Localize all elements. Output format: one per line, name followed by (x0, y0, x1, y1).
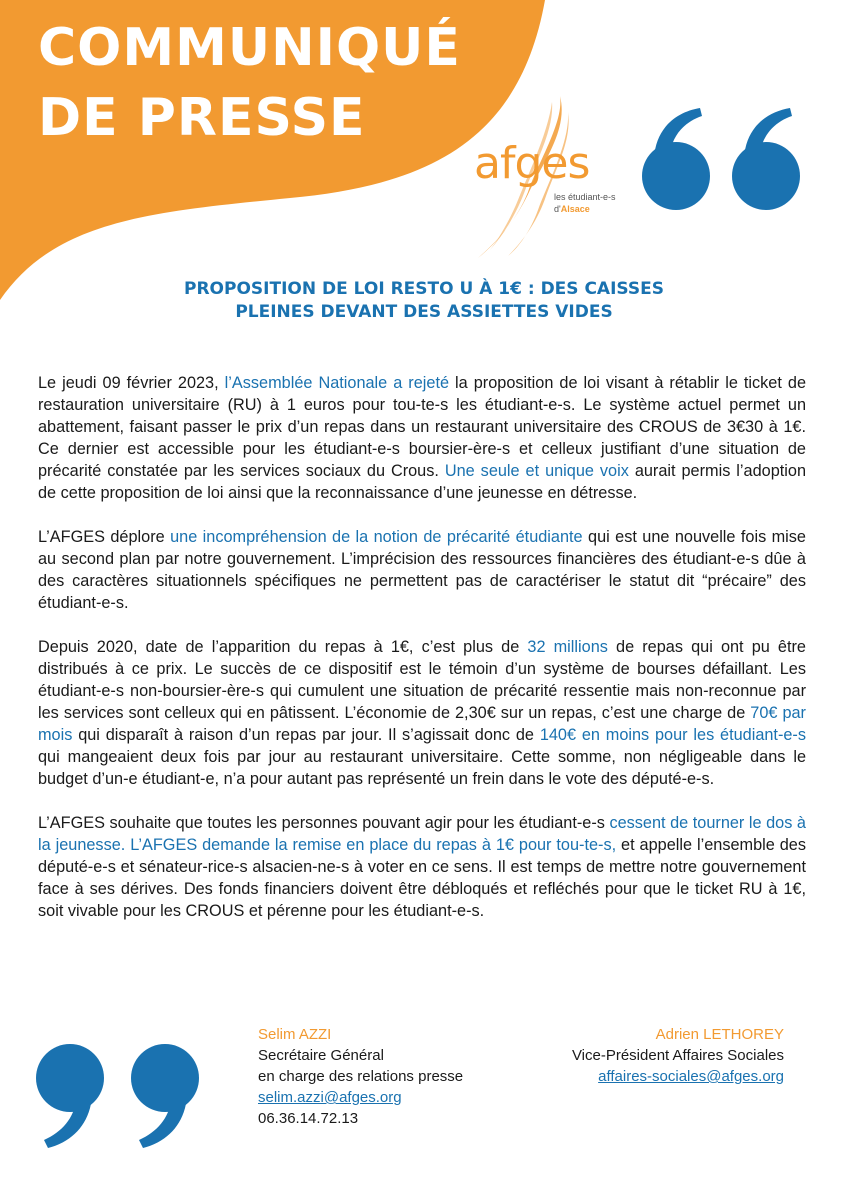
quote-open-icon (636, 108, 816, 218)
signature-left-role2: en charge des relations presse (258, 1068, 464, 1085)
headline-line1: PROPOSITION DE LOI RESTO U À 1€ : DES CAISSES (184, 279, 664, 299)
paragraph-3: Depuis 2020, date de l’apparition du repas à 1€, c’est plus de 32 millions de repas qui ont pu être distribués à ce prix. Le succès de ce dispositif est le témoin d’un système de bourses défaillant. Les étudiant-e-s non-boursier-ère-s qui cumulent une situation de précarité ressentie mais non-reconnue par les services sont celleux qui en pâtissent. L’économie de 2,30€ sur un repas, c’est une charge de 70€ par mois qui disparaît à raison d’un repas par jour. Il s’agissait donc de 140€ en moins pour les étudiant-e-s qui mangeaient deux fois par jour au restaurant universitaire. Cette somme, non négligeable dans le budget d’un-e étudiant-e, n’a pour autant pas représenté un frein dans le vote des député-e-s. (38, 638, 806, 788)
signature-left-phone: 06.36.14.72.13 (258, 1110, 359, 1127)
press-release-title-line1: COMMUNIQUÉ (38, 18, 461, 78)
quote-close-icon (30, 1040, 220, 1150)
paragraph-4: L’AFGES souhaite que toutes les personnes pouvant agir pour les étudiant-e-s cessent de tourner le dos à la jeunesse. L’AFGES demande la remise en place du repas à 1€ pour tou-te-s, et appelle l’ensemble des député-e-s et sénateur-rice-s alsacien-ne-s à voter en ce sens. Il est temps de mettre notre gouvernement face à ses dérives. Des fonds financiers doivent être débloqués et refléchés pour que le ticket RU à 1€, soit vivable pour les CROUS et pérenne pour les étudiant-e-s. (38, 814, 806, 920)
signature-right-role: Vice-Président Affaires Sociales (571, 1047, 784, 1064)
afges-logo-subtitle: les étudiant-e-s (554, 192, 616, 202)
signature-right-name: Adrien LETHOREY (655, 1026, 784, 1043)
signature-right (572, 1024, 784, 1087)
signature-left-email-link[interactable]: selim.azzi@afges.org (258, 1089, 402, 1106)
headline (60, 278, 788, 324)
signature-left (258, 1024, 463, 1129)
afges-logo-wordmark: afges (474, 138, 590, 189)
paragraph-2: L’AFGES déplore une incompréhension de la notion de précarité étudiante qui est une nouvelle fois mise au second plan par notre gouvernement. L’imprécision des ressources financières des étudiant-e-s dûe à des caractères situationnels spécifiques ne permettent pas de caractériser le statut dit “précaire” des étudiant-e-s. (38, 528, 806, 612)
press-release-title-line2: DE PRESSE (38, 88, 366, 148)
paragraph-1: Le jeudi 09 février 2023, l’Assemblée Nationale a rejeté la proposition de loi visant à rétablir le ticket de restauration universitaire (RU) à 1 euros pour tou-te-s les étudiant-e-s. Le système actuel permet un abattement, faisant passer le prix d’un repas dans un restaurant universitaire des CROUS de 3€30 à 1€. Ce dernier est accessible pour les étudiant-e-s boursier-ère-s et celleux justifiant d’une situation de précarité constatée par les services sociaux du Crous. Une seule et unique voix aurait permis l’adoption de cette proposition de loi ainsi que la reconnaissance d’une jeunesse en détresse. (38, 374, 807, 502)
body-text (38, 372, 806, 944)
signature-left-name: Selim AZZI (258, 1026, 332, 1043)
headline-line2: PLEINES DEVANT DES ASSIETTES VIDES (235, 302, 613, 322)
signature-right-email-link[interactable]: affaires-sociales@afges.org (598, 1068, 784, 1085)
signature-left-role: Secrétaire Général (258, 1047, 384, 1064)
afges-logo-region: d'Alsace (554, 204, 590, 214)
